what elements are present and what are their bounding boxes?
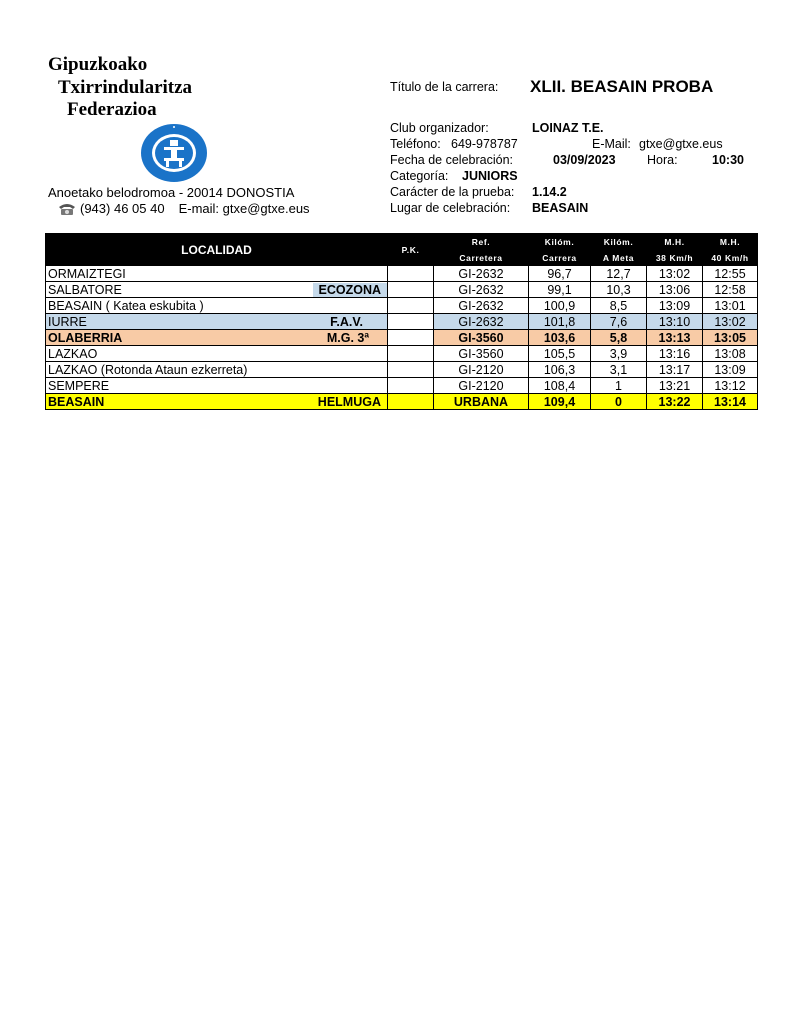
- date-label: Fecha de celebración:: [390, 153, 513, 167]
- cell-pk: [388, 378, 434, 394]
- race-phone-label: Teléfono:: [390, 137, 441, 151]
- federation-name-line1: Gipuzkoako: [48, 54, 148, 75]
- cell-ref: GI-2632: [434, 266, 529, 282]
- header-meta-2: A Meta: [591, 250, 647, 266]
- place-value: BEASAIN: [532, 201, 589, 215]
- table-row: [46, 378, 758, 394]
- locality-name: SEMPERE: [48, 378, 110, 393]
- table-row: [46, 282, 758, 298]
- place-label: Lugar de celebración:: [390, 201, 511, 215]
- header-km-1: Kilóm.: [529, 234, 591, 250]
- header-mh40-2: 40 Km/h: [703, 250, 758, 266]
- cell-km: 103,6: [529, 330, 591, 346]
- cell-t40: 12:55: [703, 266, 758, 282]
- cell-localidad: [46, 378, 388, 394]
- time-label: Hora:: [647, 153, 678, 167]
- cell-ref: GI-2632: [434, 282, 529, 298]
- locality-name: BEASAIN ( Katea eskubita ): [48, 298, 204, 313]
- header-mh40-1: M.H.: [703, 234, 758, 250]
- cell-t38: 13:22: [647, 394, 703, 410]
- locality-name: ORMAIZTEGI: [48, 266, 126, 281]
- cell-localidad: [46, 266, 388, 282]
- cell-pk: [388, 266, 434, 282]
- cell-ref: GI-2632: [434, 298, 529, 314]
- cell-km: 109,4: [529, 394, 591, 410]
- cell-meta: 3,9: [591, 346, 647, 362]
- race-phone-value: 649-978787: [451, 137, 518, 151]
- cell-ref: GI-3560: [434, 330, 529, 346]
- cell-t40: 13:05: [703, 330, 758, 346]
- header-pk: P.K.: [388, 234, 434, 266]
- cell-meta: 7,6: [591, 314, 647, 330]
- cell-km: 101,8: [529, 314, 591, 330]
- federation-name-line2: Txirrindularitza: [58, 77, 193, 98]
- cell-pk: [388, 394, 434, 410]
- locality-tag: HELMUGA: [317, 394, 381, 409]
- cell-localidad: [46, 394, 388, 410]
- locality-name: SALBATORE: [48, 282, 122, 297]
- table-row: [46, 330, 758, 346]
- locality-name: IURRE: [48, 314, 87, 329]
- cell-t40: 12:58: [703, 282, 758, 298]
- header-mh38-2: 38 Km/h: [647, 250, 703, 266]
- category-label: Categoría:: [390, 169, 449, 183]
- header-mh38-1: M.H.: [647, 234, 703, 250]
- cell-meta: 0: [591, 394, 647, 410]
- table-row: [46, 314, 758, 330]
- date-value: 03/09/2023: [553, 153, 616, 167]
- club-value: LOINAZ T.E.: [532, 121, 604, 135]
- cell-localidad: [46, 346, 388, 362]
- federation-email: E-mail: gtxe@gtxe.eus: [178, 201, 310, 216]
- cell-pk: [388, 298, 434, 314]
- club-label: Club organizador:: [390, 121, 489, 135]
- cell-t40: 13:12: [703, 378, 758, 394]
- locality-name: OLABERRIA: [48, 330, 123, 345]
- cell-localidad: [46, 314, 388, 330]
- header-km-2: Carrera: [529, 250, 591, 266]
- cell-t38: 13:17: [647, 362, 703, 378]
- header-localidad: LOCALIDAD: [46, 234, 388, 266]
- cell-pk: [388, 314, 434, 330]
- cell-t40: 13:09: [703, 362, 758, 378]
- cell-t38: 13:13: [647, 330, 703, 346]
- cell-t38: 13:10: [647, 314, 703, 330]
- table-row: [46, 298, 758, 314]
- federation-phone: (943) 46 05 40: [80, 201, 165, 216]
- federation-address: Anoetako belodromoa - 20014 DONOSTIA: [48, 185, 295, 200]
- time-value: 10:30: [712, 153, 744, 167]
- race-email-value: gtxe@gtxe.eus: [639, 137, 723, 151]
- route-table: [45, 233, 758, 410]
- locality-name: BEASAIN: [48, 394, 105, 409]
- cell-t38: 13:09: [647, 298, 703, 314]
- locality-tag: M.G. 3ª: [326, 330, 369, 345]
- cell-localidad: [46, 362, 388, 378]
- cell-localidad: [46, 282, 388, 298]
- character-value: 1.14.2: [532, 185, 567, 199]
- table-row: [46, 394, 758, 410]
- cell-km: 99,1: [529, 282, 591, 298]
- cell-meta: 12,7: [591, 266, 647, 282]
- cell-t38: 13:16: [647, 346, 703, 362]
- locality-tag: F.A.V.: [330, 314, 363, 329]
- header-ref-2: Carretera: [434, 250, 529, 266]
- table-row: [46, 266, 758, 282]
- cell-localidad: [46, 330, 388, 346]
- table-row: [46, 346, 758, 362]
- cell-ref: URBANA: [434, 394, 529, 410]
- table-row: [46, 362, 758, 378]
- cell-ref: GI-2120: [434, 378, 529, 394]
- federation-logo: [140, 123, 208, 183]
- locality-name: LAZKAO (Rotonda Ataun ezkerreta): [48, 362, 248, 377]
- cell-km: 106,3: [529, 362, 591, 378]
- cell-meta: 10,3: [591, 282, 647, 298]
- cell-km: 108,4: [529, 378, 591, 394]
- cell-meta: 5,8: [591, 330, 647, 346]
- cell-pk: [388, 346, 434, 362]
- cell-km: 105,5: [529, 346, 591, 362]
- cell-localidad: [46, 298, 388, 314]
- federation-name-line3: Federazioa: [67, 99, 157, 120]
- race-title: XLII. BEASAIN PROBA: [530, 77, 714, 96]
- cell-ref: GI-2632: [434, 314, 529, 330]
- cell-meta: 8,5: [591, 298, 647, 314]
- cell-t40: 13:01: [703, 298, 758, 314]
- header-meta-1: Kilóm.: [591, 234, 647, 250]
- cell-t40: 13:08: [703, 346, 758, 362]
- cell-t38: 13:21: [647, 378, 703, 394]
- cell-ref: GI-2120: [434, 362, 529, 378]
- cell-t38: 13:02: [647, 266, 703, 282]
- cell-km: 96,7: [529, 266, 591, 282]
- cell-km: 100,9: [529, 298, 591, 314]
- category-value: JUNIORS: [462, 169, 518, 183]
- race-title-label: Título de la carrera:: [390, 80, 499, 94]
- cell-meta: 1: [591, 378, 647, 394]
- cell-t40: 13:14: [703, 394, 758, 410]
- cell-ref: GI-3560: [434, 346, 529, 362]
- telephone-icon: [58, 202, 76, 216]
- character-label: Carácter de la prueba:: [390, 185, 515, 199]
- cell-pk: [388, 330, 434, 346]
- cell-t40: 13:02: [703, 314, 758, 330]
- locality-name: LAZKAO: [48, 346, 98, 361]
- cell-meta: 3,1: [591, 362, 647, 378]
- header-ref-1: Ref.: [434, 234, 529, 250]
- federation-contact: [58, 201, 310, 216]
- cell-pk: [388, 282, 434, 298]
- cell-pk: [388, 362, 434, 378]
- cell-t38: 13:06: [647, 282, 703, 298]
- locality-tag: ECOZONA: [313, 283, 388, 297]
- race-email-label: E-Mail:: [592, 137, 631, 151]
